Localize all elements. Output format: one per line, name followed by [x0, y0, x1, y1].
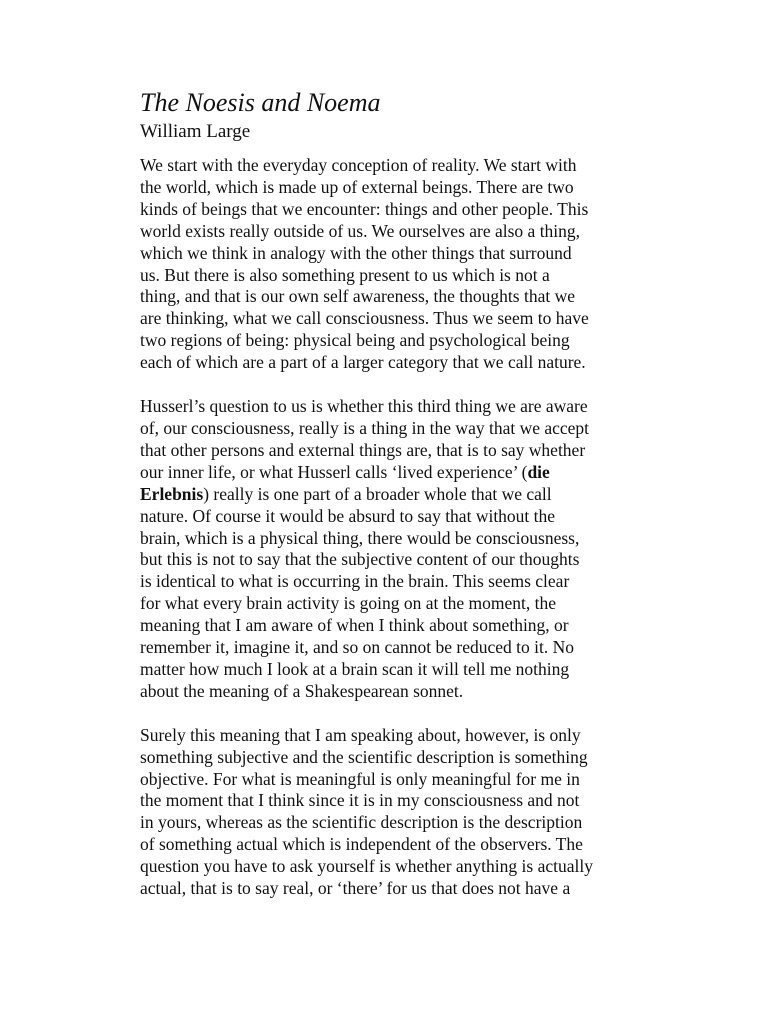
- text-fragment: ) really is one part of a broader whole that we call: [203, 483, 552, 504]
- text-line: [140, 462, 640, 484]
- text-line: but this is not to say that the subjective content of our thoughts: [140, 549, 580, 570]
- text-line: each of which are a part of a larger category that we call nature.: [140, 352, 586, 373]
- text-line: question you have to ask yourself is whether anything is actually: [140, 856, 593, 877]
- text-line: actual, that is to say real, or ‘there’ for us that does not have a: [140, 878, 571, 899]
- text-line: meaning that I am aware of when I think about something, or: [140, 615, 569, 636]
- text-line: for what every brain activity is going on at the moment, the: [140, 593, 557, 614]
- text-line: two regions of being: physical being and psychological being: [140, 330, 570, 351]
- paragraph-2: [140, 396, 640, 703]
- text-line: We start with the everyday conception of reality. We start with: [140, 155, 577, 175]
- text-line: remember it, imagine it, and so on cannot be reduced to it. No: [140, 637, 574, 658]
- text-line: about the meaning of a Shakespearean sonnet.: [140, 680, 464, 701]
- text-line: of something actual which is independent of the observers. The: [140, 834, 583, 855]
- text-line: Surely this meaning that I am speaking about, however, is only: [140, 724, 581, 745]
- text-line: kinds of beings that we encounter: things and other people. This: [140, 198, 589, 219]
- text-line: matter how much I look at a brain scan it will tell me nothing: [140, 658, 570, 679]
- document-title: The Noesis and Noema: [140, 88, 381, 117]
- paragraph-1: [140, 155, 640, 374]
- text-line: objective. For what is meaningful is only meaningful for me in: [140, 768, 580, 789]
- text-line: are thinking, what we call consciousness. Thus we seem to have: [140, 308, 589, 329]
- paragraph-3: [140, 725, 640, 900]
- text-line: nature. Of course it would be absurd to say that without the: [140, 505, 556, 526]
- text-line: us. But there is also something present to us which is not a: [140, 264, 550, 285]
- text-line: of, our consciousness, really is a thing in the way that we accept: [140, 417, 590, 438]
- text-line: world exists really outside of us. We ourselves are also a thing,: [140, 220, 581, 241]
- text-line: in yours, whereas as the scientific description is the description: [140, 812, 583, 833]
- text-line: Husserl’s question to us is whether this third thing we are aware: [140, 396, 588, 417]
- text-line: is identical to what is occurring in the brain. This seems clear: [140, 571, 570, 592]
- text-line: thing, and that is our own self awareness, the thoughts that we: [140, 286, 575, 307]
- text-fragment: our inner life, or what Husserl calls ‘lived experience’ (: [140, 461, 528, 482]
- text-line: the moment that I think since it is in my consciousness and not: [140, 790, 580, 811]
- document-author: William Large: [140, 121, 251, 142]
- text-line: brain, which is a physical thing, there would be consciousness,: [140, 527, 580, 548]
- bold-term-erlebnis: Erlebnis: [140, 483, 204, 504]
- text-line: something subjective and the scientific description is something: [140, 746, 588, 767]
- text-line: the world, which is made up of external beings. There are two: [140, 176, 574, 197]
- text-line: that other persons and external things are, that is to say whether: [140, 439, 586, 460]
- text-line: [140, 484, 640, 506]
- text-line: which we think in analogy with the other things that surround: [140, 242, 572, 263]
- document-page: [140, 86, 640, 922]
- bold-term-die: die: [527, 461, 550, 482]
